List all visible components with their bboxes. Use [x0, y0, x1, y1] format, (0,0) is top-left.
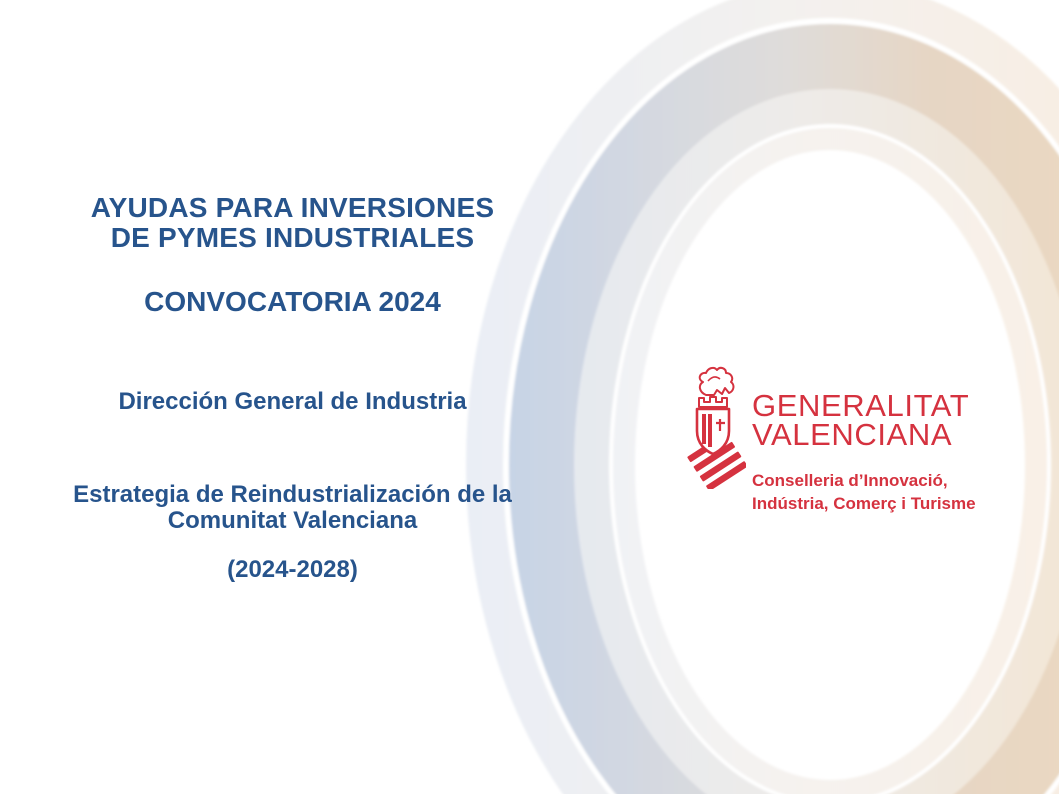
gva-conselleria-line2: Indústria, Comerç i Turisme: [752, 493, 976, 513]
gva-crest-icon: [684, 363, 746, 489]
department-text: Dirección General de Industria: [118, 388, 467, 415]
strategy-line1: Estrategia de Reindustrialización de la: [73, 481, 512, 508]
period-text: (2024-2028): [227, 556, 358, 583]
gva-conselleria: [752, 470, 976, 516]
slide-title: [40, 193, 545, 252]
strategy-text: [40, 482, 545, 534]
gva-conselleria-line1: Conselleria d’Innovació,: [752, 471, 948, 490]
convocatoria-text: CONVOCATORIA 2024: [144, 286, 441, 317]
slide-title-line2: DE PYMES INDUSTRIALES: [110, 221, 475, 253]
gva-wordmark-line1: GENERALITAT: [752, 388, 970, 423]
slide-title-line1: AYUDAS PARA INVERSIONES: [90, 192, 495, 223]
strategy-line2: Comunitat Valenciana: [167, 506, 418, 534]
gva-wordmark-line2: VALENCIANA: [752, 417, 953, 453]
gva-wordmark: [752, 388, 970, 453]
